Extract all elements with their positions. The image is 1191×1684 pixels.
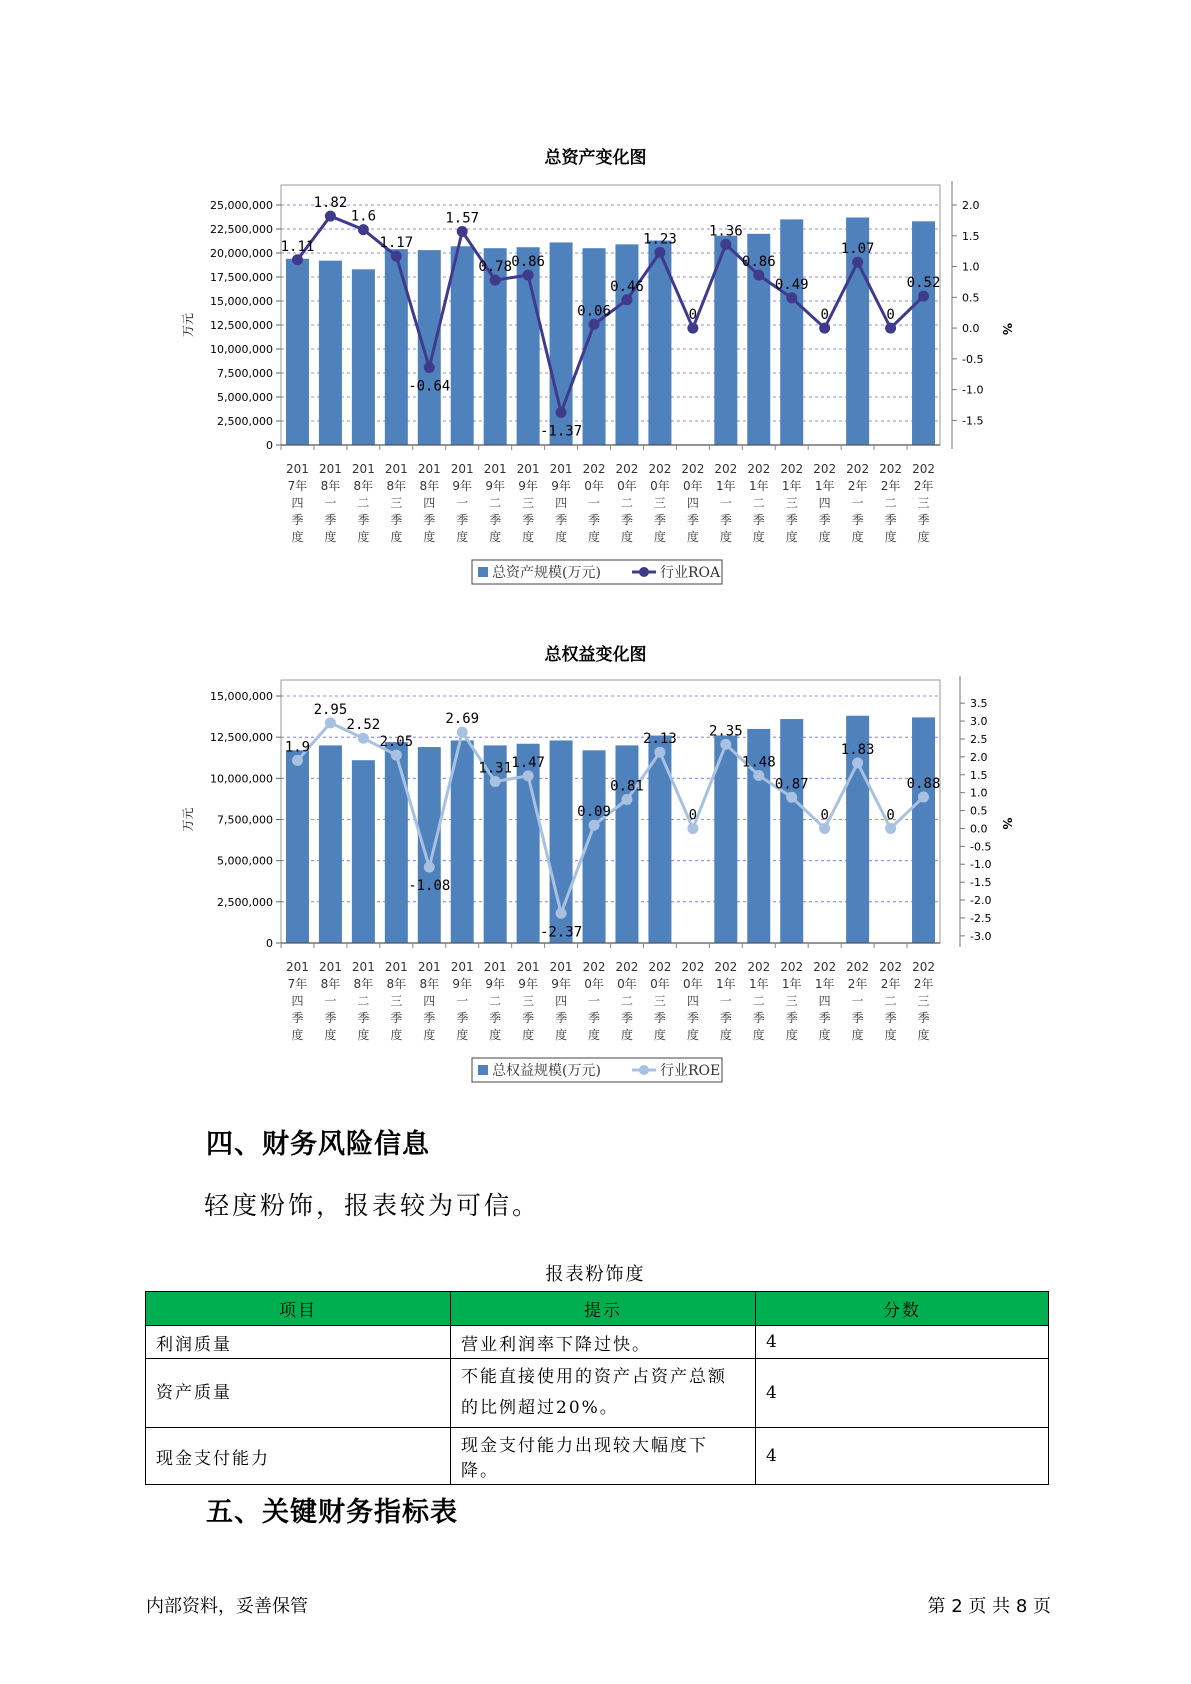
row-hint: 营业利润率下降过快。 bbox=[451, 1326, 756, 1359]
data-label: 1.23 bbox=[643, 231, 677, 248]
x-tick-label: 201 8年四季度 bbox=[417, 462, 441, 544]
x-tick-label: 201 8年三季度 bbox=[384, 462, 408, 544]
data-label: 2.05 bbox=[379, 734, 414, 751]
chart-title-assets: 总资产变化图 bbox=[544, 148, 647, 168]
data-label: 0.86 bbox=[511, 254, 545, 271]
legend-bar-swatch bbox=[478, 1065, 488, 1075]
data-point bbox=[754, 270, 764, 280]
data-point bbox=[424, 362, 434, 372]
x-tick-label: 202 2年二季度 bbox=[879, 462, 903, 544]
left-axis-label: 万元 bbox=[181, 312, 195, 338]
data-label: 1.6 bbox=[350, 208, 377, 225]
data-label: 0 bbox=[820, 307, 829, 324]
right-tick-label: 3.0 bbox=[970, 715, 988, 729]
right-tick-label: 3.5 bbox=[970, 697, 988, 711]
left-tick-label: 5,000,000 bbox=[217, 854, 273, 868]
bar bbox=[418, 250, 441, 445]
data-label: 1.17 bbox=[379, 235, 414, 252]
data-label: -1.08 bbox=[408, 878, 451, 895]
data-label: 1.57 bbox=[445, 210, 480, 227]
row-score: 4 bbox=[756, 1359, 1049, 1428]
row-hint: 现金支付能力出现较大幅度下降。 bbox=[451, 1428, 756, 1485]
table-row bbox=[146, 1326, 1049, 1359]
data-label: -1.37 bbox=[539, 423, 583, 440]
row-hint: 不能直接使用的资产占资产总额的比例超过20%。 bbox=[451, 1359, 756, 1428]
left-tick-label: 5,000,000 bbox=[217, 391, 273, 404]
data-label: 1.36 bbox=[708, 223, 743, 240]
bar bbox=[648, 736, 671, 943]
data-point bbox=[292, 755, 302, 765]
data-label: 0 bbox=[688, 307, 698, 324]
risk-table bbox=[145, 1291, 1049, 1485]
table-row bbox=[146, 1359, 1049, 1428]
left-tick-label: 2,500,000 bbox=[217, 415, 273, 428]
x-tick-label: 202 1年四季度 bbox=[813, 960, 837, 1042]
x-tick-label: 202 0年一季度 bbox=[582, 960, 606, 1042]
x-tick-label: 202 2年三季度 bbox=[912, 462, 935, 544]
right-tick-label: 1.0 bbox=[970, 786, 988, 800]
data-point bbox=[886, 823, 896, 833]
left-tick-label: 12,500,000 bbox=[210, 319, 273, 332]
x-tick-label: 202 0年四季度 bbox=[681, 960, 705, 1042]
data-point bbox=[457, 727, 467, 737]
data-label: 0.49 bbox=[774, 276, 809, 293]
data-point bbox=[556, 407, 566, 417]
x-tick-label: 201 8年二季度 bbox=[351, 462, 375, 544]
data-label: 0.87 bbox=[774, 776, 809, 793]
data-label: 2.35 bbox=[708, 723, 743, 740]
bar bbox=[615, 745, 638, 943]
legend-line-marker bbox=[639, 567, 649, 577]
legend-bar-label: 总资产规模(万元) bbox=[492, 565, 601, 581]
header-hint: 提示 bbox=[451, 1292, 756, 1326]
x-tick-label: 201 9年一季度 bbox=[450, 960, 474, 1042]
total-assets-chart bbox=[0, 170, 1191, 590]
left-tick-label: 7,500,000 bbox=[217, 367, 273, 380]
x-tick-label: 201 9年二季度 bbox=[483, 960, 507, 1042]
bar bbox=[615, 244, 638, 445]
data-label: -0.64 bbox=[408, 378, 451, 395]
row-item: 现金支付能力 bbox=[146, 1428, 451, 1485]
data-point bbox=[457, 226, 467, 236]
x-tick-label: 202 0年二季度 bbox=[615, 462, 639, 544]
bar bbox=[319, 745, 342, 943]
data-point bbox=[556, 908, 566, 918]
data-point bbox=[820, 323, 830, 333]
data-point bbox=[853, 257, 863, 267]
table-row bbox=[146, 1428, 1049, 1485]
legend-bar-swatch bbox=[478, 567, 488, 577]
x-tick-label: 202 1年二季度 bbox=[747, 960, 771, 1042]
left-tick-label: 22,500,000 bbox=[210, 223, 273, 236]
legend-bar-label: 总权益规模(万元) bbox=[492, 1063, 601, 1079]
data-label: 1.82 bbox=[313, 195, 348, 212]
data-point bbox=[754, 770, 764, 780]
legend-line-label: 行业ROE bbox=[660, 1063, 721, 1079]
x-tick-label: 202 2年一季度 bbox=[846, 960, 870, 1042]
row-item: 资产质量 bbox=[146, 1359, 451, 1428]
left-tick-label: 10,000,000 bbox=[210, 772, 273, 786]
bar bbox=[780, 219, 803, 445]
data-point bbox=[292, 255, 302, 265]
data-label: 0.46 bbox=[610, 278, 644, 295]
data-point bbox=[919, 792, 929, 802]
x-tick-label: 202 2年三季度 bbox=[912, 960, 935, 1042]
header-score: 分数 bbox=[756, 1292, 1049, 1326]
data-point bbox=[523, 270, 533, 280]
right-tick-label: -1.5 bbox=[970, 876, 992, 890]
right-tick-label: -0.5 bbox=[970, 840, 992, 854]
data-label: 1.47 bbox=[511, 754, 545, 771]
data-point bbox=[358, 225, 368, 235]
data-point bbox=[820, 823, 830, 833]
right-tick-label: -2.5 bbox=[970, 911, 992, 925]
x-tick-label: 201 7年四季度 bbox=[286, 960, 309, 1042]
x-tick-label: 202 1年三季度 bbox=[780, 960, 804, 1042]
data-label: 2.13 bbox=[643, 731, 677, 748]
right-tick-label: 0.5 bbox=[962, 291, 980, 305]
bar bbox=[912, 717, 935, 943]
bar bbox=[319, 261, 342, 445]
footer-confidential: 内部资料，妥善保管 bbox=[146, 1596, 308, 1617]
data-label: 1.07 bbox=[840, 241, 875, 258]
right-tick-label: 1.5 bbox=[962, 229, 980, 243]
header-item: 项目 bbox=[146, 1292, 451, 1326]
bar bbox=[286, 259, 309, 445]
data-point bbox=[325, 211, 335, 221]
data-point bbox=[853, 758, 863, 768]
x-tick-label: 202 1年一季度 bbox=[714, 960, 738, 1042]
x-tick-label: 202 1年三季度 bbox=[780, 462, 804, 544]
left-tick-label: 0 bbox=[266, 439, 273, 452]
bar bbox=[912, 221, 935, 445]
table-header-row bbox=[146, 1292, 1049, 1326]
data-point bbox=[721, 239, 731, 249]
right-tick-label: -1.0 bbox=[970, 858, 992, 872]
x-tick-label: 201 9年一季度 bbox=[450, 462, 474, 544]
x-tick-label: 202 0年一季度 bbox=[582, 462, 606, 544]
left-tick-label: 0 bbox=[266, 937, 273, 950]
right-tick-label: 2.0 bbox=[962, 199, 980, 212]
data-label: 0.81 bbox=[610, 778, 644, 795]
data-point bbox=[424, 862, 434, 872]
left-tick-label: 12,500,000 bbox=[210, 731, 273, 745]
right-tick-label: 0.0 bbox=[962, 322, 980, 336]
x-tick-label: 201 8年二季度 bbox=[351, 960, 375, 1042]
x-tick-label: 202 2年二季度 bbox=[879, 960, 903, 1042]
x-tick-label: 202 1年二季度 bbox=[747, 462, 771, 544]
x-tick-label: 201 9年三季度 bbox=[516, 960, 540, 1042]
data-point bbox=[688, 323, 698, 333]
right-tick-label: -0.5 bbox=[962, 352, 984, 366]
left-tick-label: 25,000,000 bbox=[210, 199, 273, 212]
data-label: 0 bbox=[688, 807, 698, 824]
bar bbox=[451, 246, 474, 445]
data-label: 2.69 bbox=[445, 711, 480, 728]
x-tick-label: 202 1年一季度 bbox=[714, 462, 738, 544]
x-tick-label: 201 9年二季度 bbox=[483, 462, 507, 544]
data-label: 1.48 bbox=[741, 754, 776, 771]
data-point bbox=[886, 323, 896, 333]
data-point bbox=[490, 275, 500, 285]
right-tick-label: 0.5 bbox=[970, 804, 988, 818]
data-point bbox=[523, 771, 533, 781]
x-tick-label: 202 2年一季度 bbox=[846, 462, 870, 544]
bar bbox=[286, 750, 309, 943]
x-tick-label: 202 1年四季度 bbox=[813, 462, 837, 544]
data-label: 0.88 bbox=[906, 775, 941, 792]
right-axis-label: % bbox=[1000, 322, 1014, 336]
right-tick-label: 1.0 bbox=[962, 260, 980, 274]
key-metrics-heading: 五、关键财务指标表 bbox=[206, 1497, 458, 1528]
data-label: 0.86 bbox=[741, 254, 776, 271]
footer-page-number: 第 2 页 共 8 页 bbox=[927, 1596, 1051, 1617]
risk-summary: 轻度粉饰，报表较为可信。 bbox=[204, 1191, 541, 1220]
data-label: 1.83 bbox=[840, 741, 875, 758]
data-label: 0 bbox=[820, 807, 829, 824]
data-label: 0.09 bbox=[577, 804, 611, 821]
x-tick-label: 201 8年一季度 bbox=[318, 462, 342, 544]
data-point bbox=[622, 295, 632, 305]
data-label: 0.06 bbox=[577, 303, 611, 320]
legend-line-marker bbox=[639, 1065, 649, 1075]
row-score: 4 bbox=[756, 1428, 1049, 1485]
left-tick-label: 17,500,000 bbox=[210, 271, 273, 284]
bar bbox=[352, 269, 375, 445]
right-axis-label: % bbox=[1000, 817, 1014, 830]
left-tick-label: 7,500,000 bbox=[217, 813, 273, 827]
row-score: 4 bbox=[756, 1326, 1049, 1359]
data-label: 1.11 bbox=[280, 238, 315, 255]
right-tick-label: 0.0 bbox=[970, 822, 988, 836]
right-tick-label: -3.0 bbox=[970, 929, 992, 943]
chart-svg bbox=[0, 668, 1191, 1088]
x-tick-label: 202 0年三季度 bbox=[648, 462, 672, 544]
data-point bbox=[721, 739, 731, 749]
total-equity-chart bbox=[0, 668, 1191, 1088]
data-point bbox=[622, 794, 632, 804]
data-point bbox=[589, 820, 599, 830]
right-tick-label: 2.5 bbox=[970, 732, 988, 746]
data-point bbox=[325, 718, 335, 728]
right-tick-label: -1.0 bbox=[962, 383, 984, 397]
x-tick-label: 201 8年一季度 bbox=[318, 960, 342, 1042]
chart-title-equity: 总权益变化图 bbox=[544, 645, 647, 665]
left-tick-label: 15,000,000 bbox=[210, 295, 273, 308]
left-axis-label: 万元 bbox=[181, 807, 195, 832]
data-label: 0.52 bbox=[906, 275, 941, 292]
x-tick-label: 202 0年四季度 bbox=[681, 462, 705, 544]
x-tick-label: 201 8年四季度 bbox=[417, 960, 441, 1042]
data-label: -2.37 bbox=[539, 924, 583, 941]
x-tick-label: 201 9年三季度 bbox=[516, 462, 540, 544]
x-tick-label: 201 7年四季度 bbox=[286, 462, 309, 544]
data-label: 2.52 bbox=[346, 717, 381, 734]
right-tick-label: 2.0 bbox=[970, 750, 988, 764]
row-item: 利润质量 bbox=[146, 1326, 451, 1359]
chart-svg bbox=[0, 170, 1191, 590]
data-label: 1.9 bbox=[284, 739, 311, 756]
right-tick-label: -1.5 bbox=[962, 414, 984, 428]
left-tick-label: 2,500,000 bbox=[217, 895, 273, 909]
left-tick-label: 10,000,000 bbox=[210, 343, 273, 356]
data-label: 1.31 bbox=[478, 760, 513, 777]
data-point bbox=[490, 777, 500, 787]
x-tick-label: 201 9年四季度 bbox=[549, 960, 573, 1042]
legend-line-label: 行业ROA bbox=[660, 565, 721, 581]
risk-section-heading: 四、财务风险信息 bbox=[206, 1129, 430, 1160]
x-tick-label: 201 9年四季度 bbox=[549, 462, 573, 544]
left-tick-label: 20,000,000 bbox=[210, 247, 273, 260]
data-point bbox=[391, 251, 401, 261]
data-point bbox=[358, 733, 368, 743]
data-label: 0.78 bbox=[478, 259, 513, 276]
bar bbox=[352, 760, 375, 943]
x-tick-label: 202 0年二季度 bbox=[615, 960, 639, 1042]
data-point bbox=[589, 319, 599, 329]
data-label: 2.95 bbox=[313, 701, 348, 718]
data-label: 0 bbox=[886, 807, 895, 824]
data-point bbox=[787, 792, 797, 802]
x-tick-label: 201 8年三季度 bbox=[384, 960, 408, 1042]
data-point bbox=[655, 747, 665, 757]
data-point bbox=[688, 823, 698, 833]
data-label: 0 bbox=[886, 307, 895, 324]
data-point bbox=[919, 291, 929, 301]
right-tick-label: -2.0 bbox=[970, 894, 992, 908]
right-tick-label: 1.5 bbox=[970, 768, 988, 782]
bar bbox=[780, 719, 803, 943]
table-caption: 报表粉饰度 bbox=[545, 1264, 646, 1285]
data-point bbox=[391, 750, 401, 760]
data-point bbox=[655, 247, 665, 257]
bar bbox=[385, 742, 408, 943]
x-tick-label: 202 0年三季度 bbox=[648, 960, 672, 1042]
data-point bbox=[787, 293, 797, 303]
left-tick-label: 15,000,000 bbox=[210, 690, 273, 703]
